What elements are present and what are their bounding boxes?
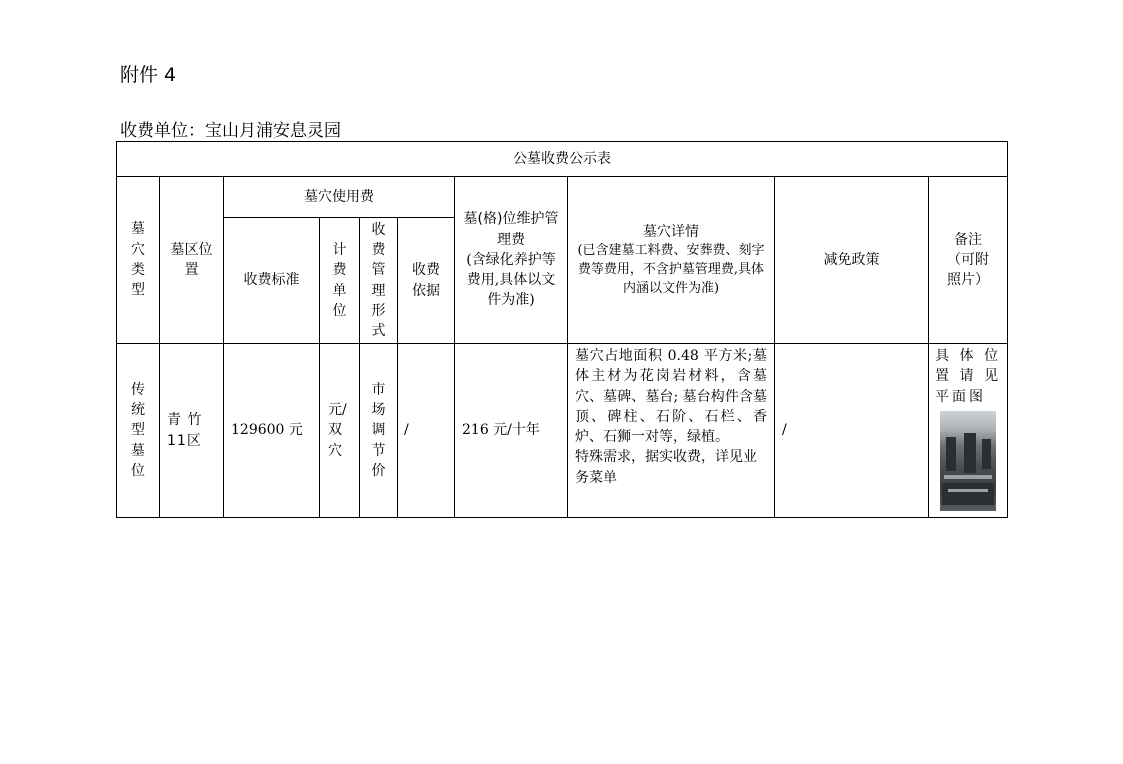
cell-grave-type: 传统型墓位 (117, 344, 160, 518)
table-title: 公墓收费公示表 (117, 142, 1008, 177)
cell-maintenance-fee: 216 元/十年 (455, 344, 568, 518)
header-usage-fee: 墓穴使用费 (224, 177, 455, 218)
remarks-text: 具体位置请见平面图 (935, 348, 1002, 405)
header-relief-policy: 减免政策 (775, 177, 929, 344)
header-details (568, 177, 775, 344)
cell-remarks (929, 344, 1008, 518)
charging-unit-line: 收费单位：宝山月浦安息灵园 (120, 121, 341, 141)
cell-billing-unit: 元/双穴 (320, 344, 360, 518)
table-row (117, 344, 1008, 518)
cell-fee-standard: 129600 元 (224, 344, 320, 518)
header-maintenance-title: 墓(格)位维护管理费 (463, 211, 559, 248)
header-fee-standard: 收费标准 (224, 218, 320, 344)
header-maintenance (455, 177, 568, 344)
fee-table (116, 141, 1008, 518)
header-fee-basis: 收费依据 (398, 218, 455, 344)
cell-management-form: 市场调节价 (360, 344, 398, 518)
cell-location: 青 竹11区 (160, 344, 224, 518)
header-details-note: (已含建墓工料费、安葬费、刻字费等费用，不含护墓管理费,具体内涵以文件为准) (577, 242, 765, 296)
details-description: 墓穴占地面积 0.48 平方米;墓体主材为花岗岩材料，含墓穴、墓碑、墓台; 墓台构件含墓顶、碑柱、石阶、石栏、香炉、石狮一对等，绿植。 (575, 348, 767, 446)
details-special-needs: 特殊需求，据实收费，详见业务菜单 (575, 449, 757, 486)
cell-details (568, 344, 775, 518)
attachment-label: 附件 4 (120, 64, 177, 86)
header-remarks: 备注（可附照片） (929, 177, 1008, 344)
header-details-title: 墓穴详情 (643, 223, 699, 240)
header-grave-type: 墓穴类型 (117, 177, 160, 344)
header-billing-unit: 计费单位 (320, 218, 360, 344)
header-location: 墓区位置 (160, 177, 224, 344)
cell-relief-policy: / (775, 344, 929, 518)
header-maintenance-note: (含绿化养护等费用,具体以文件为准) (466, 251, 556, 309)
grave-photo (940, 411, 996, 511)
header-management-form: 收费管理形式 (360, 218, 398, 344)
cell-fee-basis: / (398, 344, 455, 518)
